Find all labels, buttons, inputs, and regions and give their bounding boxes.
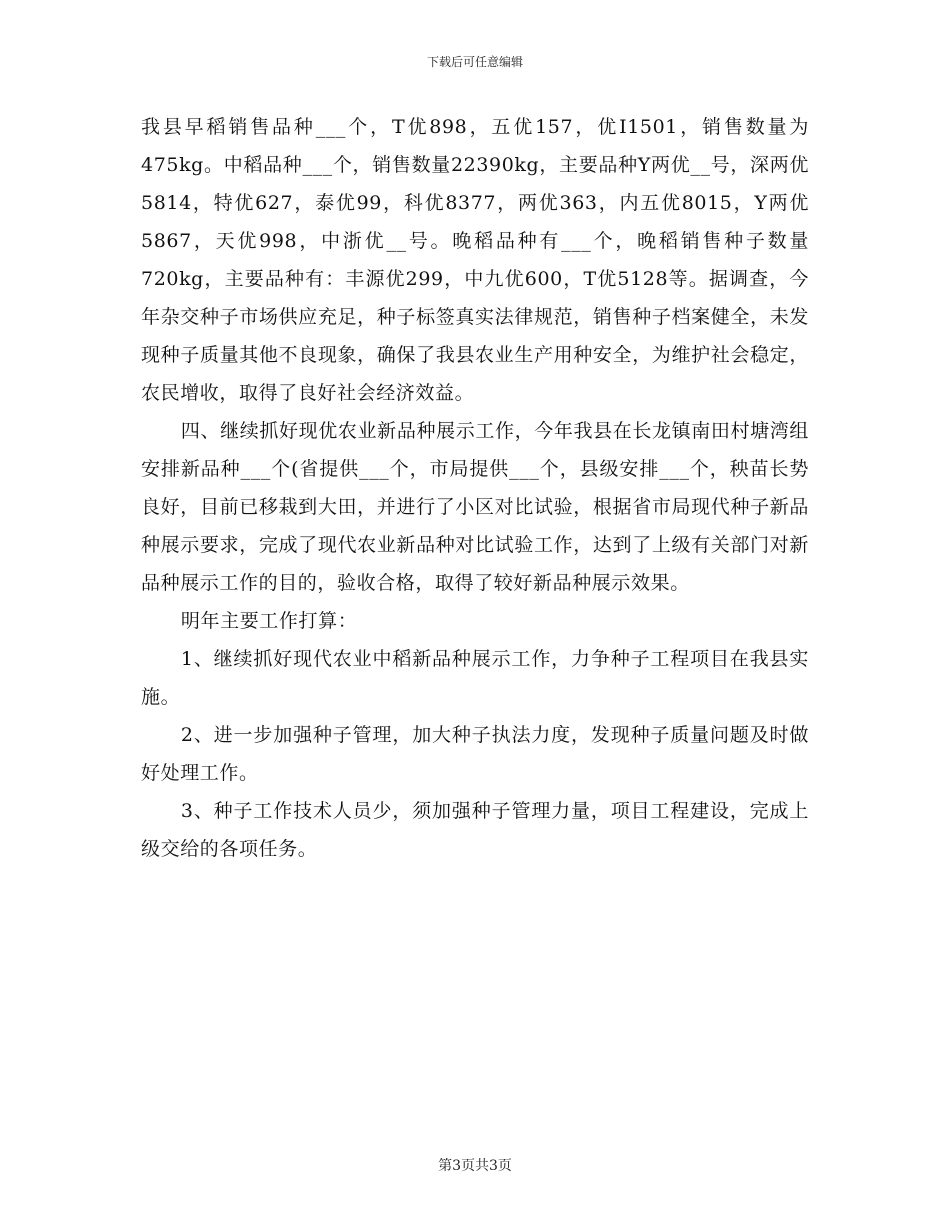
paragraph-next-year-plan-heading: 明年主要工作打算： bbox=[180, 610, 358, 632]
document-body bbox=[141, 108, 809, 868]
paragraph-plan-item-1: 1、继续抓好现代农业中稻新品种展示工作，力争种子工程项目在我县实施。 bbox=[141, 648, 809, 708]
paragraph-variety-demonstration: 四、继续抓好现优农业新品种展示工作，今年我县在长龙镇南田村塘湾组安排新品种___个(省提供___个，市局提供___个，县级安排___个，秧苗长势良好，目前已移栽到大田，并进行了小区对比试验，根据省市局现代种子新品种展示要求，完成了现代农业新品种对比试验工作，达到了上级有关部门对新品种展示工作的目的，验收合格，取得了较好新品种展示效果。 bbox=[141, 420, 809, 594]
page-number: 第3页共3页 bbox=[438, 1158, 512, 1174]
page-header: 下载后可任意编辑 bbox=[426, 55, 523, 69]
paragraph-plan-item-2: 2、进一步加强种子管理，加大种子执法力度，发现种子质量问题及时做好处理工作。 bbox=[141, 724, 809, 784]
paragraph-plan-item-3: 3、种子工作技术人员少，须加强种子管理力量，项目工程建设，完成上级交给的各项任务。 bbox=[141, 800, 809, 860]
paragraph-seed-sales: 我县早稻销售品种___个，T优898，五优157，优I1501，销售数量为475kg。中稻品种___个，销售数量22390kg，主要品种Y两优__号，深两优5814，特优627，泰优99，科优8377，两优363，内五优8015，Y两优5867，天优998，中浙优__号。晚稻品种有___个，晚稻销售种子数量720kg，主要品种有：丰源优299，中九优600，T优5128等。据调查，今年杂交种子市场供应充足，种子标签真实法律规范，销售种子档案健全，未发现种子质量其他不良现象，确保了我县农业生产用种安全，为维护社会稳定，农民增收，取得了良好社会经济效益。 bbox=[141, 116, 809, 404]
